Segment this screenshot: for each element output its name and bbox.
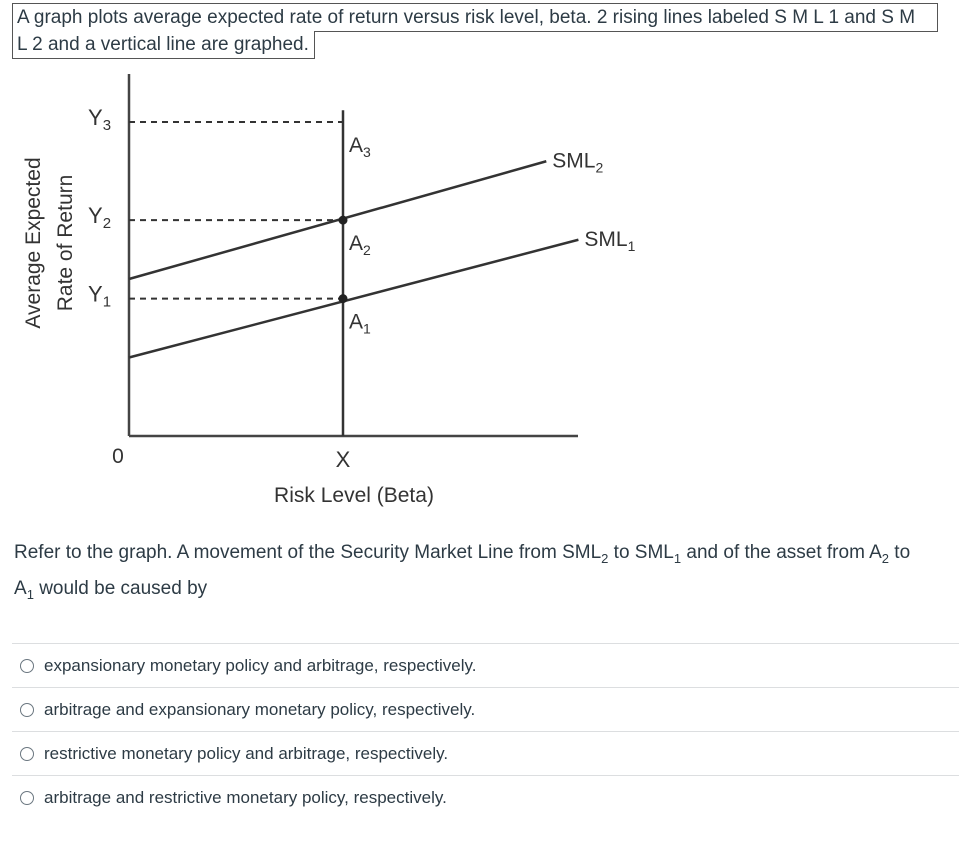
radio-button-icon[interactable] <box>20 659 34 673</box>
question-part-3: and of the asset from A <box>681 542 882 563</box>
question-part-2: to SML <box>608 542 674 563</box>
series-line-sml2 <box>129 161 546 279</box>
image-alt-text <box>12 3 938 32</box>
question-text <box>14 538 959 610</box>
alt-text-line-1: A graph plots average expected rate of return versus risk level, beta. 2 rising lines labeled S M L 1 and S M <box>17 7 916 28</box>
sml-chart <box>0 60 964 530</box>
point-a2 <box>339 216 348 225</box>
answer-label: arbitrage and expansionary monetary policy, respectively. <box>44 699 476 719</box>
question-part-5: A <box>14 577 27 599</box>
point-a1 <box>339 294 348 303</box>
point-label-a2: $A_2$ <box>349 232 371 259</box>
answer-list <box>12 643 959 819</box>
question-sub-1: 2 <box>601 550 609 566</box>
point-label-a1: $A_1$ <box>349 310 371 337</box>
answer-label: expansionary monetary policy and arbitrage, respectively. <box>44 655 477 675</box>
answer-option-4[interactable] <box>12 775 959 819</box>
image-alt-text-continued <box>12 31 315 59</box>
question-sub-3: 2 <box>881 550 890 566</box>
y-tick-label-y1: $Y_1$ <box>88 281 112 311</box>
radio-button-icon[interactable] <box>20 747 34 761</box>
y-axis-title-line-2: Rate of Return <box>54 174 77 312</box>
answer-option-3[interactable] <box>12 731 959 775</box>
question-part-6: would be caused by <box>33 577 208 599</box>
question-sub-2: 1 <box>673 550 682 566</box>
point-label-a3: $A_3$ <box>349 134 371 160</box>
x-tick-label: X <box>335 447 351 472</box>
answer-label: arbitrage and restrictive monetary policy, respectively. <box>44 787 447 807</box>
question-part-4: to <box>889 542 911 563</box>
answer-option-2[interactable] <box>12 687 959 731</box>
answer-label: restrictive monetary policy and arbitrage, respectively. <box>44 743 449 763</box>
series-label-sml2: $SML_2$ <box>552 149 604 176</box>
radio-button-icon[interactable] <box>20 703 34 717</box>
origin-label: 0 <box>112 445 124 468</box>
series-label-sml1: $SML_1$ <box>584 227 636 254</box>
question-sub-5: 1 <box>26 586 34 602</box>
y-tick-label-y2: $Y_2$ <box>88 203 112 233</box>
question-part-1: Refer to the graph. A movement of the Security Market Line from SML <box>14 542 602 563</box>
radio-button-icon[interactable] <box>20 791 34 805</box>
x-axis-title: Risk Level (Beta) <box>274 484 434 507</box>
y-tick-label-y3: $Y_3$ <box>88 105 112 134</box>
y-axis-title-line-1: Average Expected <box>22 157 45 329</box>
alt-text-line-2: L 2 and a vertical line are graphed. <box>17 34 309 55</box>
answer-option-1[interactable] <box>12 643 959 687</box>
